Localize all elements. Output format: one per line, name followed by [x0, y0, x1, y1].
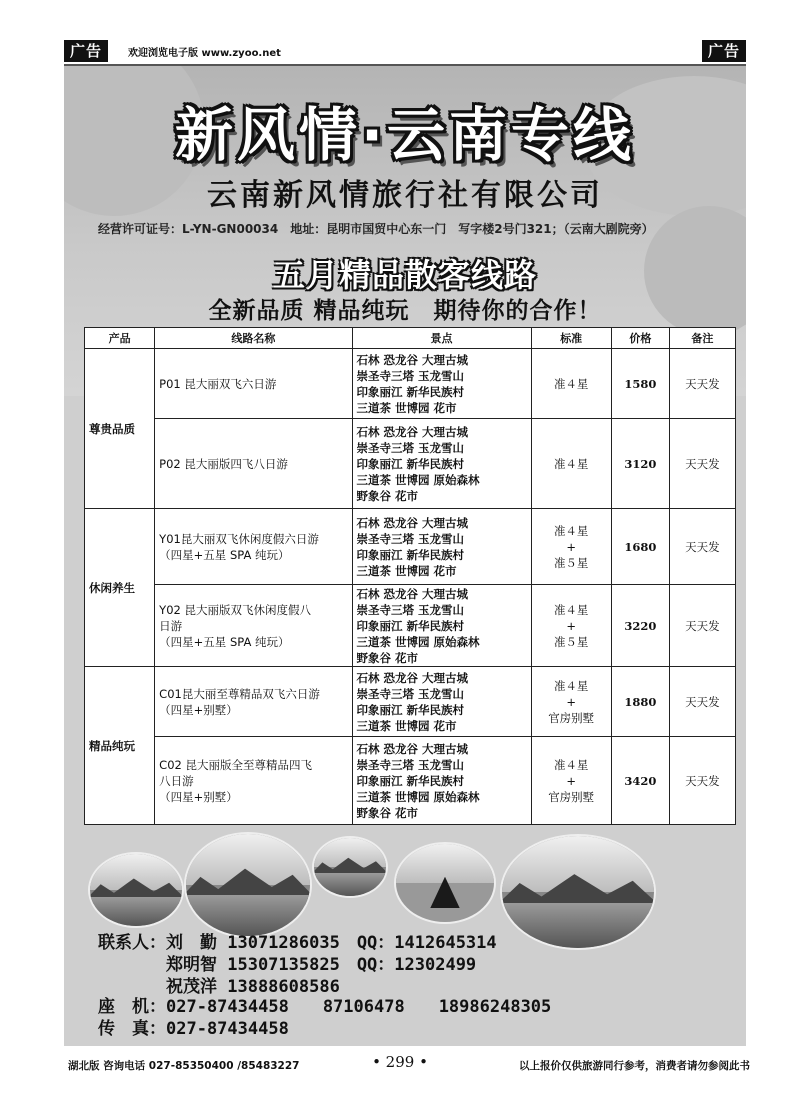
ad-tag-left: 广告 [64, 40, 108, 62]
table-row [85, 667, 736, 737]
route-standard [531, 667, 611, 737]
route-price: 3420 [611, 737, 669, 825]
route-spots [352, 419, 531, 509]
welcome-text[interactable]: 欢迎浏览电子版 www.zyoo.net [128, 48, 281, 59]
route-standard-line: 准４星 [553, 757, 589, 772]
table-row [85, 509, 736, 585]
route-note: 天天发 [669, 667, 735, 737]
route-spots-line: 崇圣寺三塔 玉龙雪山 [356, 440, 465, 455]
route-standard-line: 准４星 [553, 376, 589, 391]
routes-table [84, 327, 736, 825]
route-standard [531, 737, 611, 825]
route-name [155, 667, 352, 737]
route-spots-line: 石林 恐龙谷 大理古城 [356, 586, 469, 601]
may-title: 五月精品散客线路 [272, 256, 537, 294]
route-spots-line: 崇圣寺三塔 玉龙雪山 [356, 757, 465, 772]
route-spots-line: 石林 恐龙谷 大理古城 [356, 424, 469, 439]
route-spots-line: 崇圣寺三塔 玉龙雪山 [356, 602, 465, 617]
advertisement [64, 64, 746, 1046]
route-spots-line: 石林 恐龙谷 大理古城 [356, 515, 469, 530]
scenery-photo-lake [184, 832, 312, 938]
route-name-line: （四星+别墅） [159, 702, 238, 717]
route-name [155, 509, 352, 585]
contact-line-1: 联系人：刘 勤 13071286035 QQ：1412645314 [98, 933, 497, 953]
route-standard-line: 准５星 [553, 555, 589, 570]
route-spots-line: 野象谷 花市 [356, 650, 419, 665]
route-spots-line: 三道茶 世博园 原始森林 [356, 789, 480, 804]
route-name-line: 日游 [159, 618, 183, 633]
route-name [155, 585, 352, 667]
route-name-line: P02 昆大丽版四飞八日游 [159, 456, 288, 471]
route-spots-line: 野象谷 花市 [356, 805, 419, 820]
table-row [85, 349, 736, 419]
route-standard-line: 官房别墅 [548, 710, 595, 725]
route-spots-line: 印象丽江 新华民族村 [356, 618, 465, 633]
route-standard-line: + [566, 618, 576, 633]
route-spots-line: 三道茶 世博园 花市 [356, 718, 457, 733]
route-spots [352, 585, 531, 667]
route-note: 天天发 [669, 349, 735, 419]
route-name-line: （四星+五星 SPA 纯玩） [159, 547, 290, 562]
contact-line-2: 郑明智 15307135825 QQ：12302499 [98, 955, 477, 975]
route-note: 天天发 [669, 737, 735, 825]
company-name: 云南新风情旅行社有限公司 [207, 178, 603, 213]
route-price: 1880 [611, 667, 669, 737]
route-standard [531, 585, 611, 667]
route-note: 天天发 [669, 419, 735, 509]
route-spots-line: 印象丽江 新华民族村 [356, 384, 465, 399]
col-standard: 标准 [531, 328, 611, 349]
route-spots-line: 石林 恐龙谷 大理古城 [356, 670, 469, 685]
product-category: 精品纯玩 [85, 667, 155, 825]
col-product: 产品 [85, 328, 155, 349]
route-name [155, 737, 352, 825]
fax-line: 传 真：027-87434458 [98, 1019, 289, 1039]
route-spots-line: 三道茶 世博园 原始森林 [356, 472, 480, 487]
license-address: 经营许可证号：L-YN-GN00034 地址：昆明市国贸中心东一门 写字楼2号门321；（云南大剧院旁） [98, 222, 654, 236]
route-spots-line: 石林 恐龙谷 大理古城 [356, 741, 469, 756]
table-row [85, 419, 736, 509]
route-spots [352, 509, 531, 585]
col-spots: 景点 [352, 328, 531, 349]
scenery-photo-mountain [312, 836, 388, 898]
route-standard-line: + [566, 773, 576, 788]
route-standard [531, 419, 611, 509]
table-header-row [85, 328, 736, 349]
route-spots-line: 三道茶 世博园 花市 [356, 400, 457, 415]
route-standard [531, 509, 611, 585]
scenery-photo-pagoda [394, 842, 496, 924]
route-note: 天天发 [669, 585, 735, 667]
route-price: 3220 [611, 585, 669, 667]
ad-tag-right: 广告 [702, 40, 746, 62]
footer-hotline: 湖北版 咨询电话 027-85350400 /85483227 [68, 1060, 300, 1072]
route-standard-line: 准４星 [553, 523, 589, 538]
route-standard-line: + [566, 694, 576, 709]
route-name [155, 349, 352, 419]
route-standard [531, 349, 611, 419]
route-price: 1680 [611, 509, 669, 585]
route-note: 天天发 [669, 509, 735, 585]
route-spots-line: 三道茶 世博园 原始森林 [356, 634, 480, 649]
route-name-line: Y01昆大丽双飞休闲度假六日游 [159, 531, 319, 546]
route-standard-line: 官房别墅 [548, 789, 595, 804]
route-spots-line: 崇圣寺三塔 玉龙雪山 [356, 368, 465, 383]
route-spots-line: 石林 恐龙谷 大理古城 [356, 352, 469, 367]
route-spots-line: 三道茶 世博园 花市 [356, 563, 457, 578]
route-spots [352, 667, 531, 737]
contact-line-3: 祝茂洋 13888608586 [98, 977, 340, 997]
col-route: 线路名称 [155, 328, 352, 349]
route-name-line: Y02 昆大丽版双飞休闲度假八 [159, 602, 311, 617]
product-category: 尊贵品质 [85, 349, 155, 509]
product-category: 休闲养生 [85, 509, 155, 667]
route-spots-line: 印象丽江 新华民族村 [356, 773, 465, 788]
main-title: 新风情·云南专线 [174, 101, 636, 169]
page-number: • 299 • [372, 1053, 428, 1071]
route-name-line: （四星+五星 SPA 纯玩） [159, 634, 290, 649]
route-name [155, 419, 352, 509]
route-spots [352, 737, 531, 825]
route-spots-line: 印象丽江 新华民族村 [356, 547, 465, 562]
route-spots-line: 崇圣寺三塔 玉龙雪山 [356, 531, 465, 546]
route-spots-line: 印象丽江 新华民族村 [356, 456, 465, 471]
route-name-line: （四星+别墅） [159, 789, 238, 804]
route-standard-line: + [566, 539, 576, 554]
route-name-line: C01昆大丽至尊精品双飞六日游 [159, 686, 320, 701]
route-spots-line: 崇圣寺三塔 玉龙雪山 [356, 686, 465, 701]
route-name-line: C02 昆大丽版全至尊精品四飞 [159, 757, 312, 772]
route-price: 1580 [611, 349, 669, 419]
route-spots-line: 野象谷 花市 [356, 488, 419, 503]
table-row [85, 585, 736, 667]
route-standard-line: 准４星 [553, 456, 589, 471]
route-price: 3120 [611, 419, 669, 509]
slogan: 全新品质 精品纯玩 期待你的合作！ [208, 298, 602, 324]
footer-disclaimer: 以上报价仅供旅游同行参考，消费者请勿参阅此书 [519, 1060, 750, 1072]
scenery-photo-bridge [88, 852, 184, 928]
table-row [85, 737, 736, 825]
col-note: 备注 [669, 328, 735, 349]
phone-line: 座 机：027-87434458 87106478 18986248305 [98, 997, 552, 1017]
route-standard-line: 准４星 [553, 678, 589, 693]
col-price: 价格 [611, 328, 669, 349]
scenery-photo-snow-mountain [500, 834, 656, 950]
route-spots [352, 349, 531, 419]
route-name-line: 八日游 [159, 773, 194, 788]
route-name-line: P01 昆大丽双飞六日游 [159, 376, 277, 391]
route-standard-line: 准５星 [553, 634, 589, 649]
route-spots-line: 印象丽江 新华民族村 [356, 702, 465, 717]
route-standard-line: 准４星 [553, 602, 589, 617]
